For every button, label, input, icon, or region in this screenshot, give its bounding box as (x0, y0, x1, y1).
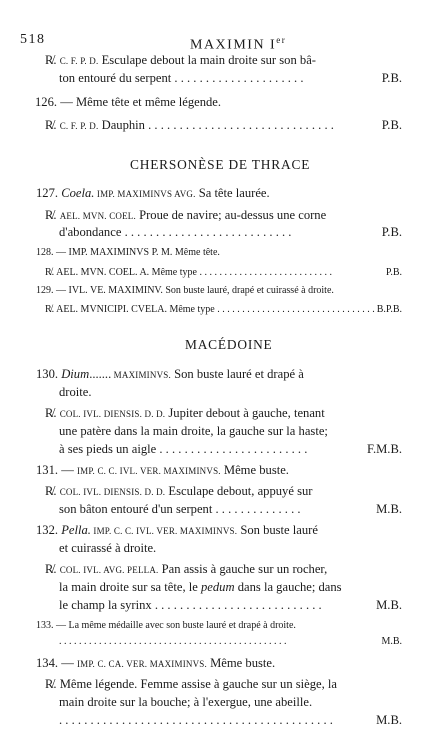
entry-line: 127. Coela. IMP. MAXIMINVS AVG. Sa tête laurée. (36, 186, 270, 200)
entry-line: et cuirassé à droite. (59, 541, 157, 555)
entry-line: R̸. C. F. P. D. Dauphin . . . . . . . . . . . . . . . . . . . . . . . . . . . . . . P.B. (45, 118, 402, 132)
section-heading: CHERSONÈSE DE THRACE (130, 157, 311, 172)
entry-line: le champ la syrinx . . . . . . . . . . . . . . . . . . . . . . . . . . . M.B. (59, 598, 402, 612)
denomination: P.B. (385, 267, 402, 278)
entry-line: R̸. COL. IVL. DIENSIS. D. D. Jupiter debout à gauche, tenant (45, 406, 325, 420)
entry-line: ton entouré du serpent . . . . . . . . . . . . . . . . . . . . . P.B. (59, 71, 402, 85)
denomination: M.B. (376, 598, 402, 612)
entry-line: main droite sur la bouche; à l'exergue, une abeille. (59, 695, 313, 709)
entry-line: 131. — IMP. C. C. IVL. VER. MAXIMINVS. Même buste. (36, 463, 289, 477)
entry-line: R̸. AEL. MVN. COEL. Proue de navire; au-dessus une corne (45, 208, 327, 222)
entry-line: la main droite sur sa tête, le pedum dans la gauche; dans (59, 580, 342, 594)
section-heading: MACÉDOINE (185, 337, 273, 352)
denomination: F.M.B. (366, 442, 402, 456)
denomination: P.B. (381, 71, 402, 85)
entry-line: une patère dans la main droite, la gauche sur la haste; (59, 424, 328, 438)
entry-line: R̸. C. F. P. D. Esculape debout la main droite sur son bâ- (45, 53, 316, 67)
entry-line: 129. — IVL. VE. MAXIMINV. Son buste lauré, drapé et cuirassé à droite. (36, 285, 334, 296)
denomination: M.B. (376, 502, 402, 516)
entry-line: droite. (59, 385, 92, 399)
entry-line: R̸. COL. IVL. DIENSIS. D. D. Esculape debout, appuyé sur (45, 484, 313, 498)
entry-line: 126. — Même tête et même légende. (35, 95, 222, 109)
denomination: P.B. (381, 225, 402, 239)
entry-line: 134. — IMP. C. CA. VER. MAXIMINVS. Même buste. (36, 656, 276, 670)
entry-line: 128. — IMP. MAXIMINVS P. M. Même tête. (36, 247, 220, 258)
entry-line: son bâton entouré d'un serpent . . . . . . . . . . . . . . M.B. (59, 502, 402, 516)
page-number: 518 (20, 32, 46, 47)
page-title: MAXIMIN Ier (190, 35, 287, 53)
entry-line: 133. — La même médaille avec son buste lauré et drapé à droite. (36, 620, 296, 631)
denomination: M.B. (381, 636, 402, 647)
entry-line: 132. Pella. IMP. C. C. IVL. VER. MAXIMINVS. Son buste lauré (36, 523, 318, 537)
entry-line: R̸. AEL. MVNICIPI. CVELA. Même type . . . . . . . . . . . . . . . . . . . . . . . . . . . . . . . . B.P.B. (45, 302, 402, 318)
denomination: P.B. (381, 118, 402, 132)
entry-line: R̸. Même légende. Femme assise à gauche sur un siège, la (45, 677, 338, 691)
entry-line: 130. Dium....... MAXIMINVS. Son buste lauré et drapé à (36, 367, 304, 381)
denomination: B.P.B. (376, 304, 402, 315)
entry-line: R̸. AEL. MVN. COEL. A. Même type . . . . . . . . . . . . . . . . . . . . . . . . . . . P.B. (45, 265, 402, 281)
entry-line: à ses pieds un aigle . . . . . . . . . . . . . . . . . . . . . . . . F.M.B. (59, 442, 402, 456)
denomination: M.B. (376, 713, 402, 727)
entry-line: . . . . . . . . . . . . . . . . . . . . . . . . . . . . . . . . . . . . . . . . . . . . M.B. (59, 713, 402, 727)
page-header (20, 32, 440, 53)
entry-line: d'abondance . . . . . . . . . . . . . . . . . . . . . . . . . . . P.B. (59, 225, 402, 239)
entry-line: R̸. COL. IVL. AVG. PELLA. Pan assis à gauche sur un rocher, (45, 562, 328, 576)
entry-line: . . . . . . . . . . . . . . . . . . . . . . . . . . . . . . . . . . . . . . . . . . . . . . M.B. (59, 634, 402, 650)
